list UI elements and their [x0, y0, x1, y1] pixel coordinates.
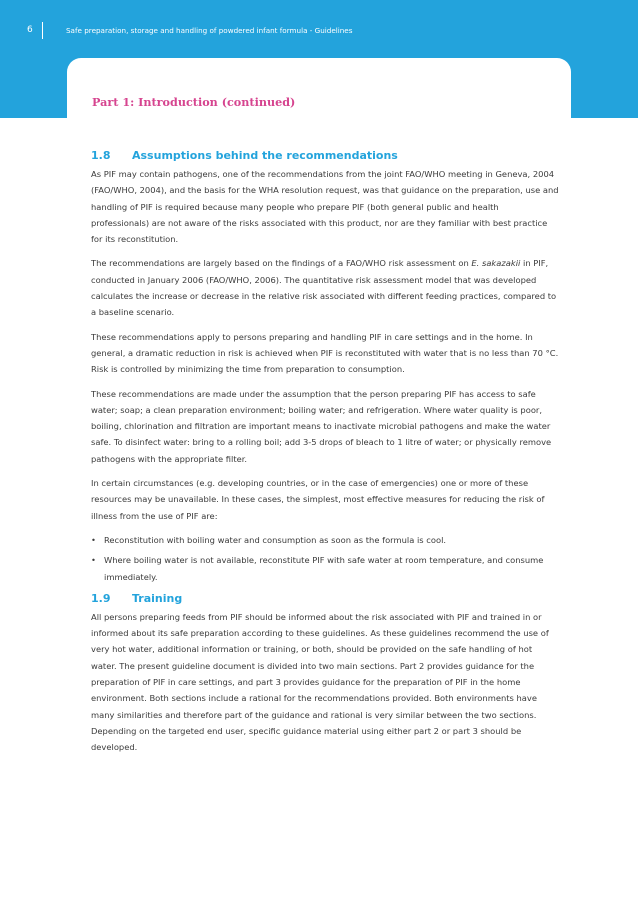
- bullet-icon: •: [91, 555, 96, 566]
- species-name: E. sakazakii: [471, 258, 521, 269]
- running-header: [0, 0, 638, 60]
- list-item: [91, 532, 559, 548]
- bullet-icon: •: [91, 534, 96, 545]
- paragraph-text: in PIF, conducted in January 2006 (FAO/WHO, 2006). The quantitative risk assessment model that was developed calculates the increase or decrease in the relative risk associated with different feeding practices, compared to a baseline scenario.: [91, 258, 557, 318]
- section-title: Training: [132, 591, 183, 605]
- list-item-text: Where boiling water is not available, reconstitute PIF with safe water at room temperature, and consume immediately.: [104, 555, 544, 582]
- section-heading-1-9: [91, 591, 559, 607]
- section-heading-1-8: [91, 148, 559, 164]
- header-divider: [42, 22, 43, 39]
- main-content: [91, 148, 559, 764]
- paragraph: In certain circumstances (e.g. developing countries, or in the case of emergencies) one or more of these resources may be unavailable. In these cases, the simplest, most effective measures for reducing the risk of illness from the use of PIF are:: [91, 478, 545, 521]
- risk-assessment-paragraph: [91, 255, 559, 320]
- part-heading: Part 1: Introduction (continued): [92, 95, 296, 109]
- paragraph: All persons preparing feeds from PIF should be informed about the risk associated with PIF and trained in or informed about its safe preparation according to these guidelines. As these guidelines recommend the use of very hot water, additional information or training, or both, should be provided on the safe handling of hot water. The present guideline document is divided into two main sections. Part 2 provides guidance for the preparation of PIF in care settings, and part 3 provides guidance for the preparation of PIF in the home environment. Both sections include a rational for the recommendations provided. Both environments have many similarities and therefore part of the guidance and rational is very similar between the two sections. Depending on the targeted end user, specific guidance material using either part 2 or part 3 should be developed.: [91, 611, 549, 753]
- section-title: Assumptions behind the recommendations: [132, 149, 398, 162]
- paragraph: As PIF may contain pathogens, one of the recommendations from the joint FAO/WHO meeting in Geneva, 2004 (FAO/WHO, 2004), and the basis for the WHA resolution request, was that guidance on the preparation, use and handling of PIF is required because many people who prepare PIF (both general public and health professionals) are not aware of the risks associated with this product, nor are they familiar with best practice for its reconstitution.: [91, 169, 559, 245]
- running-title: Safe preparation, storage and handling of powdered infant formula - Guidelines: [66, 26, 353, 35]
- paragraph: These recommendations apply to persons preparing and handling PIF in care settings and in the home. In general, a dramatic reduction in risk is achieved when PIF is reconstituted with water that is no less than 70 °C. Risk is controlled by minimizing the time from preparation to consumption.: [91, 331, 559, 375]
- section-number: 1.9: [91, 591, 111, 605]
- list-item-text: Reconstitution with boiling water and consumption as soon as the formula is cool.: [104, 534, 447, 545]
- page-number: 6: [27, 25, 33, 35]
- bullet-list: [91, 532, 559, 585]
- paragraph: These recommendations are made under the assumption that the person preparing PIF has access to safe water; soap; a clean preparation environment; boiling water; and refrigeration. Where water quality is poor, boiling, chlorination and filtration are important means to inactivate microbial pathogens and make the water safe. To disinfect water: bring to a rolling boil; add 3-5 drops of bleach to 1 litre of water; or physically remove pathogens with the appropriate filter.: [91, 388, 552, 464]
- list-item: [91, 552, 559, 585]
- section-number: 1.8: [91, 149, 111, 162]
- paragraph-text: The recommendations are largely based on the findings of a FAO/WHO risk assessment on: [91, 258, 472, 269]
